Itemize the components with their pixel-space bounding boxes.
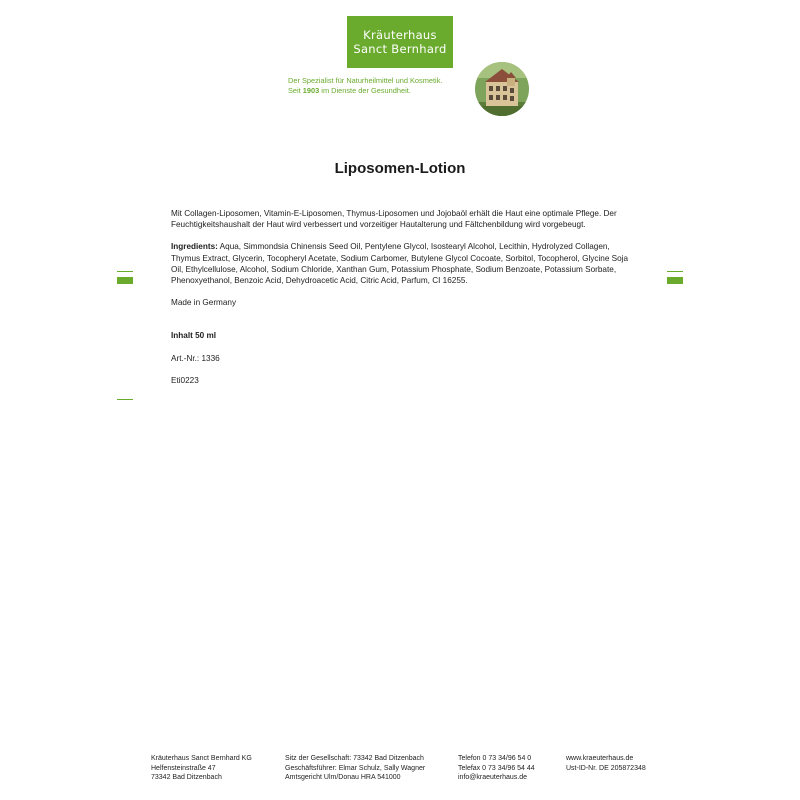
tagline-year: 1903 [302,86,320,95]
logo-line-2: Sanct Bernhard [353,42,447,56]
footer-email-link[interactable]: info@kraeuterhaus.de [458,774,527,782]
tagline-line-1: Der Spezialist für Naturheilmittel und Kosmetik. [288,76,443,85]
logo-line-1: Kräuterhaus [363,28,437,42]
product-description: Mit Collagen-Liposomen, Vitamin-E-Liposomen, Thymus-Liposomen und Jojobaöl erhält die Haut eine optimale Pflege. Der Feuchtigkeitshaushalt der Haut wird verbessert und vorzeitiger Hautalterung und Fältchenbildung wird vorgebeugt. [171,209,617,230]
footer-web: www.kraeuterhaus.de Ust-ID-Nr. DE 205872348 [566,755,646,772]
product-content [171,208,631,397]
fold-mark-right-block [667,277,683,284]
footer-website-link[interactable]: www.kraeuterhaus.de [566,755,634,762]
footer-legal: Sitz der Gesellschaft: 73342 Bad Ditzenbach Geschäftsführer: Elmar Schulz, Sally Wagner Amtsgericht Ulm/Donau HRA 541000 [285,755,426,782]
ingredients-list: Aqua, Simmondsia Chinensis Seed Oil, Pentylene Glycol, Isostearyl Alcohol, Lecithin, Hydrolyzed Collagen, Thymus Extract, Glycerin, Tocopheryl Acetate, Sodium Carbomer, Butylene Glycol Cocoate, Sorbitol, Tocopherol, Glycine Soja Oil, Ethylcellulose, Alcohol, Sodium Chloride, Xanthan Gum, Potassium Phosphate, Sodium Benzoate, Potassium Sorbate, Phenoxyethanol, Benzoic Acid, Dehydroacetic Acid, Citric Acid, Parfum, CI 16255. [171,242,629,286]
ingredients-label: Ingredients: [171,242,218,252]
article-number: Art.-Nr.: 1336 [171,353,220,363]
ingredients-paragraph [171,241,631,286]
footer-company: Kräuterhaus Sanct Bernhard KG Helfensteinstraße 47 73342 Bad Ditzenbach [151,755,252,782]
product-title: Liposomen-Lotion [334,160,466,177]
footer-contact: Telefon 0 73 34/96 54 0 Telefax 0 73 34/96 54 44 info@kraeuterhaus.de [458,755,535,782]
brand-tagline [288,76,468,96]
building-photo [475,62,529,116]
origin-text: Made in Germany [171,298,237,308]
label-code: Eti0223 [171,375,199,385]
fold-mark-left-block [117,277,133,284]
fold-mark-right-top [667,271,683,272]
fold-mark-left-top [117,271,133,272]
fold-mark-left-bottom [117,399,133,400]
tagline-line-2: Seit 1903 im Dienste der Gesundheit. [288,86,411,95]
brand-logo [347,16,453,68]
content-amount: Inhalt 50 ml [171,331,217,341]
